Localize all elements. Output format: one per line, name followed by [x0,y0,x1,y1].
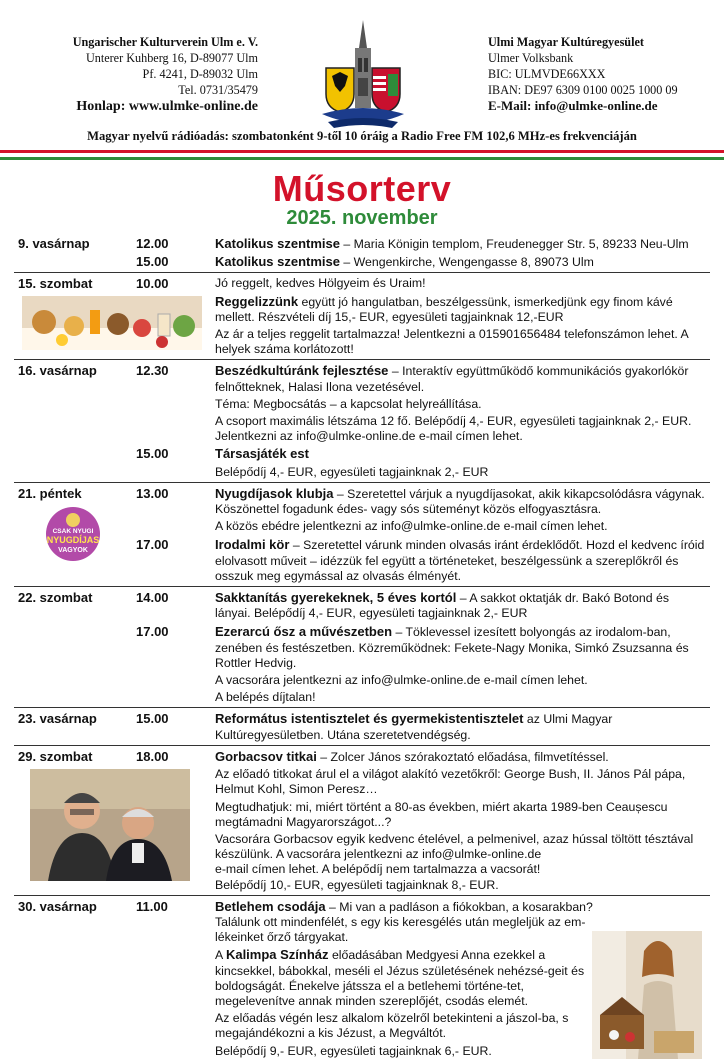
event-text: Téma: Megbocsátás – a kapcsolat helyreállítása. [215,396,482,411]
event-text: A csoport maximális létszáma 12 fő. Belépődíj 4,- EUR, egyesületi tagjainknak 2,- EUR. Jelentkezni az info@ulmke-online.de e-mail címen lehet. [215,414,692,444]
address-line-2: Pf. 4241, D-89032 Ulm [142,67,258,81]
stripe-white [0,154,724,156]
stripe-green [0,157,724,160]
divider [14,745,710,746]
event-text: – Töklevessel izesített bolyongás az irodalom-ban, zenében és festészetben. Közreműködnek: Fekete-Nagy Monika, Simkó Zsuzsanna és Rottler Hedvig. [215,625,689,670]
event-date: 16. vasárnap [18,363,97,379]
event-intro: Jó reggelt, kedves Hölgyeim és Uraim! [215,276,426,291]
event-text: – Wengenkirche, Wengengasse 8, 89073 Ulm [340,255,594,270]
theatre-photo [592,931,702,1059]
event-text: Vacsorára Gorbacsov egyik kedvenc ételével, a pelmenivel, azaz hússal töltött tésztával készülünk. A vacsorára jelentkezni az info@ulmke-online.de [215,831,694,862]
event-time: 12.00 [136,236,169,251]
event-title: Betlehem csodája [215,898,326,914]
divider [14,359,710,360]
org-name-de: Ungarischer Kulturverein Ulm e. V. [72,35,258,49]
address-line-1: Unterer Kuhberg 16, D-89077 Ulm [85,51,258,65]
event-text: Az előadó titkokat árul el a világot alakító vezetőkről: George Bush, II. János Pál pápa, Helmut Kohl, Simon Peresz… [215,767,686,797]
event-title: Reggelizzünk [215,293,299,309]
event-text: együtt jó hangulatban, beszélgessünk, ismerkedjünk egy finom kávé mellett. Részvételi díj 15,- EUR, egyesületi tagjainknak 12,-EUR [215,294,673,324]
event-row [0,624,724,705]
event-row [0,590,724,621]
event-row [0,749,724,893]
event-text: – A sakkot oktatják dr. Bakó Botond és lányai. Belépődíj 4,- EUR, egyesületi tagjainknak 2,- EUR [215,591,669,621]
event-time: 17.00 [136,624,169,640]
event-title: Társasjáték est [215,446,309,462]
event-time: 15.00 [136,254,169,270]
bic: BIC: ULMVDE66XXX [488,67,606,81]
event-title: Irodalmi kör [215,537,290,553]
email[interactable]: E-Mail: info@ulmke-online.de [488,98,658,113]
event-title: Református istentisztelet és gyermekistentisztelet [215,711,524,727]
event-text: A [215,948,226,963]
event-row [0,899,724,1059]
theatre-name: Kalimpa Színház [225,947,329,963]
event-text: – Zolcer János szórakoztató előadása, filmvetítéssel. [316,749,609,764]
event-title: Katolikus szentmise [215,236,340,251]
event-date: 29. szombat [18,748,93,764]
event-title: Katolikus szentmise [215,254,340,270]
event-title: Beszédkultúránk fejlesztése [215,363,389,379]
badge-line-3: VAGYOK [58,546,88,554]
event-text: – Mi van a padláson a fiókokban, a kosarakban? Találunk ott mindenfélét, s egy kis keresgélés után megleljük az em-lékeinket őrző tárgyakat. [215,899,593,945]
divider [14,895,710,896]
org-name-hu: Ulmi Magyar Kultúregyesület [488,35,644,49]
event-time: 15.00 [136,711,169,727]
event-date: 22. szombat [18,590,93,606]
event-date: 15. szombat [18,276,93,292]
event-date: 23. vasárnap [18,711,97,727]
badge-line-1: CSAK NYUGI [52,527,94,535]
event-time: 14.00 [136,590,169,606]
event-row [0,236,724,252]
event-text: A belépés díjtalan! [215,690,316,705]
badge-line-2: NYUGDÍJAS [46,534,100,545]
event-time: 15.00 [136,446,169,462]
event-text: – Szeretettel várunk minden olvasás iránt érdeklődőt. Hozd el kedvenc íróid elolvasott műveit – idézzük fel együtt a történeteket, beszélgessünk a szereplőkről és osszuk meg egymással az olvasás élményét. [215,538,705,583]
website[interactable]: Honlap: www.ulmke-online.de [76,99,258,114]
page-subtitle: 2025. november [286,207,438,229]
event-time: 11.00 [136,898,168,914]
event-date: 9. vasárnap [18,236,90,251]
bank-name: Ulmer Volksbank [488,51,574,65]
breakfast-photo [22,296,202,350]
event-text: Belépődíj 4,- EUR, egyesületi tagjainknak 2,- EUR [215,464,489,479]
event-date: 21. péntek [18,485,82,501]
event-text: – Maria Königin templom, Freudenegger Str. 5, 89233 Neu-Ulm [340,237,689,251]
event-time: 13.00 [136,485,169,501]
event-text: Az ár a teljes reggelit tartalmazza! Jelentkezni a 015901656484 telefonszámon lehet. A helyek száma korlátozott! [215,327,689,357]
speakers-photo [30,769,190,881]
radio-notice: Magyar nyelvű rádióadás: szombatonként 9-től 10 óráig a Radio Free FM 102,6 MHz-es frekvenciáján [87,129,637,143]
event-time: 17.00 [136,537,169,553]
event-text: előadásában Medgyesi Anna ezekkel a kincsekkel, bábokkal, meséli el Jézus születésének nehézsé-geit és boldogságát. Énekelve játssza el a betlehemi történe-tet, megelevenítve annak minden szereplőjét, csodás elemét. [215,948,585,1008]
event-row [0,711,724,742]
event-date: 30. vasárnap [18,898,97,914]
crest-logo [318,18,408,136]
event-row [0,446,724,479]
event-title: Nyugdíjasok klubja [215,485,334,501]
divider [14,482,710,483]
crest-icon [318,18,408,136]
header-left [18,34,258,115]
event-text: Az előadás végén lesz alkalom közelről betekinteni a jászol-ba, s megajándékozni a kis Jézust, a Megváltót. [215,1011,569,1041]
event-text: – Szeretettel várjuk a nyugdíjasokat, akik kikapcsolódásra vágynak. Köszönettel fogadunk édes- vagy sós süteményt közös elfogyasztásra. [215,486,705,517]
event-time: 18.00 [136,748,169,764]
event-text: Belépődíj 9,- EUR, egyesületi tagjainknak 6,- EUR. [215,1043,492,1058]
event-text: Belépődíj 10,- EUR, egyesületi tagjainknak 8,- EUR. [215,877,499,892]
event-time: 12.30 [136,363,169,379]
event-text: Megtudhatjuk: mi, miért történt a 80-as években, miért akarta 1989-ben Ceaușescu megtámadni Magyarországot...? [215,799,668,829]
phone: Tel. 0731/35479 [178,83,258,97]
divider [14,707,710,708]
event-title: Ezerarcú ősz a művészetben [215,624,393,640]
event-text: A közös ebédre jelentkezni az info@ulmke-online.de e-mail címen lehet. [215,519,608,534]
event-text: A vacsorára jelentkezni az info@ulmke-online.de e-mail címen lehet. [215,673,588,688]
schedule [0,236,724,1061]
header-right [488,34,718,114]
event-row [0,276,724,357]
event-row [0,534,724,584]
stripe-red [0,150,724,153]
event-row [0,254,724,270]
event-text: e-mail címen lehet. A belépődíj nem tartalmazza a vacsorát! [215,862,541,877]
event-title: Gorbacsov titkai [215,748,317,764]
page-title: Műsorterv [272,168,452,209]
event-row [0,363,724,444]
divider [14,586,710,587]
iban: IBAN: DE97 6309 0100 0025 1000 09 [488,83,678,97]
event-title: Sakktanítás gyerekeknek, 5 éves kortól [215,590,457,606]
event-text: – Interaktív együttműködő kommunikációs gyakorlókör felnőtteknek, Halasi Ilona vezetésével. [215,364,689,394]
event-text: az Ulmi Magyar Kultúregyesületben. Utána szeretetvendégség. [215,712,613,742]
divider [14,272,710,273]
event-time: 10.00 [136,276,169,292]
